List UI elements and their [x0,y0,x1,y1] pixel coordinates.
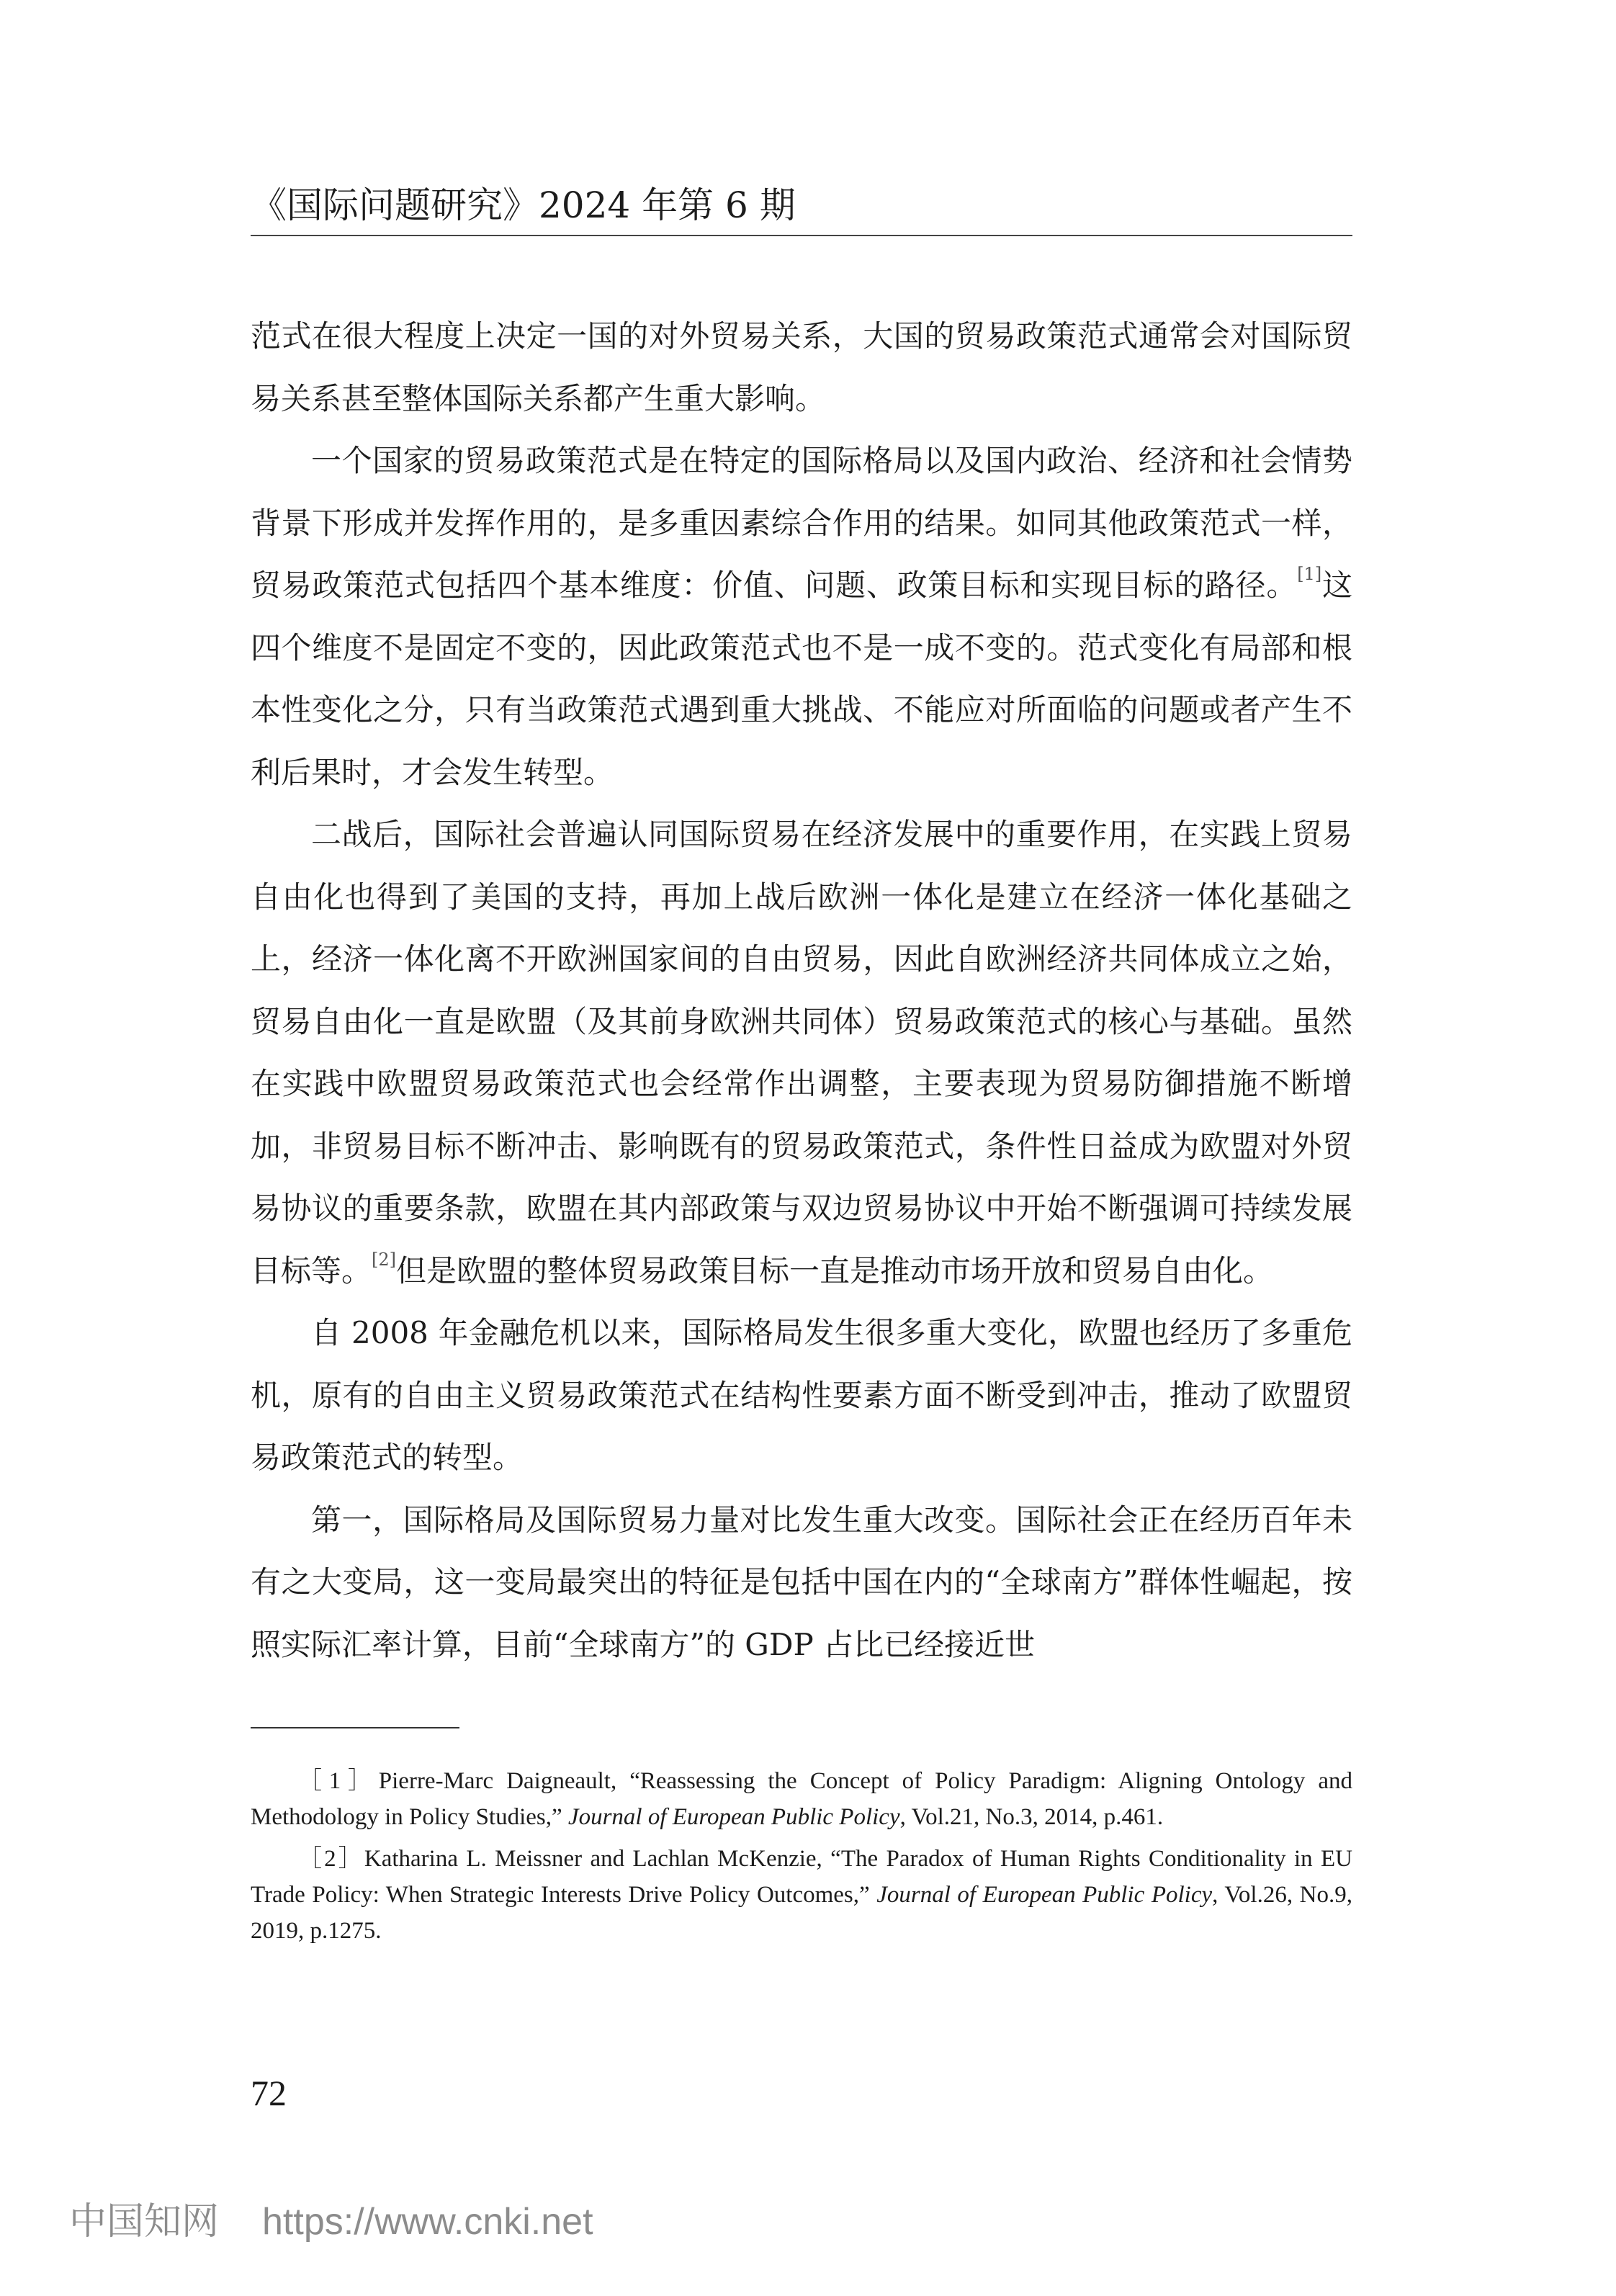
running-header [251,180,1352,236]
footnote-2-text-b: , Vol.26, No.9, 2019, p.1275. [251,1882,1352,1944]
watermark-url[interactable]: https://www.cnki.net [262,2201,593,2243]
journal-title: 《国际问题研究》2024 年第 6 期 [251,184,796,226]
paragraph-3-text-b: 但是欧盟的整体贸易政策目标一直是推动市场开放和贸易自由化。 [396,1252,1274,1288]
paragraph-4: 自 2008 年金融危机以来，国际格局发生很多重大变化，欧盟也经历了多重危机，原有的自由主义贸易政策范式在结构性要素方面不断受到冲击，推动了欧盟贸易政策范式的转型。 [251,1315,1352,1475]
footnote-1-text-b: , Vol.21, No.3, 2014, p.461. [899,1804,1164,1830]
footnote-2-journal: Journal of European Public Policy [876,1882,1213,1908]
page-number: 72 [251,2073,287,2113]
paragraph-2-text-b: 这四个维度不是固定不变的，因此政策范式也不是一成不变的。范式变化有局部和根本性变化之分，只有当政策范式遇到重大挑战、不能应对所面临的问题或者产生不利后果时，才会发生转型。 [251,568,1352,790]
footnote-1-text-a: Pierre-Marc Daigneault, “Reassessing the Concept of Policy Paradigm: Aligning Ontology and Methodology in Policy Studies,” [251,1768,1353,1830]
footnote-2 [251,1841,1352,1949]
footnote-ref-1[interactable]: [1] [1297,564,1322,584]
paragraph-2 [251,430,1352,804]
footnote-2-marker: ［2］ [298,1846,364,1872]
paragraph-1: 范式在很大程度上决定一国的对外贸易关系，大国的贸易政策范式通常会对国际贸易关系甚至整体国际关系都产生重大影响。 [251,318,1352,416]
footnote-1-marker: ［1］ [298,1768,379,1794]
paragraph-3-text-a: 二战后，国际社会普遍认同国际贸易在经济发展中的重要作用，在实践上贸易自由化也得到了美国的支持，再加上战后欧洲一体化是建立在经济一体化基础之上，经济一体化离不开欧洲国家间的自由贸易，因此自欧洲经济共同体成立之始，贸易自由化一直是欧盟（及其前身欧洲共同体）贸易政策范式的核心与基础。虽然在实践中欧盟贸易政策范式也会经常作出调整，主要表现为贸易防御措施不断增加，非贸易目标不断冲击、影响既有的贸易政策范式，条件性日益成为欧盟对外贸易协议的重要条款，欧盟在其内部政策与双边贸易协议中开始不断强调可持续发展目标等。 [251,817,1352,1288]
footnotes [251,1763,1352,1955]
article-body [251,305,1352,1676]
footnote-1 [251,1763,1352,1835]
footnote-2-text-a: Katharina L. Meissner and Lachlan McKenzie, “The Paradox of Human Rights Conditionality in EU Trade Policy: When Strategic Interests Drive Policy Outcomes,” [251,1846,1353,1908]
footnote-separator [251,1727,459,1728]
paragraph-2-text-a: 一个国家的贸易政策范式是在特定的国际格局以及国内政治、经济和社会情势背景下形成并发挥作用的，是多重因素综合作用的结果。如同其他政策范式一样，贸易政策范式包括四个基本维度：价值、问题、政策目标和实现目标的路径。 [251,443,1352,603]
footnote-1-journal: Journal of European Public Policy [567,1804,900,1830]
cnki-watermark [69,2197,593,2247]
paragraph-3 [251,804,1352,1302]
paragraph-5: 第一，国际格局及国际贸易力量对比发生重大改变。国际社会正在经历百年未有之大变局，这一变局最突出的特征是包括中国在内的“全球南方”群体性崛起，按照实际汇率计算，目前“全球南方”的 GDP 占比已经接近世 [251,1502,1352,1662]
watermark-brand: 中国知网 [69,2201,220,2243]
footnote-ref-2[interactable]: [2] [372,1249,397,1270]
